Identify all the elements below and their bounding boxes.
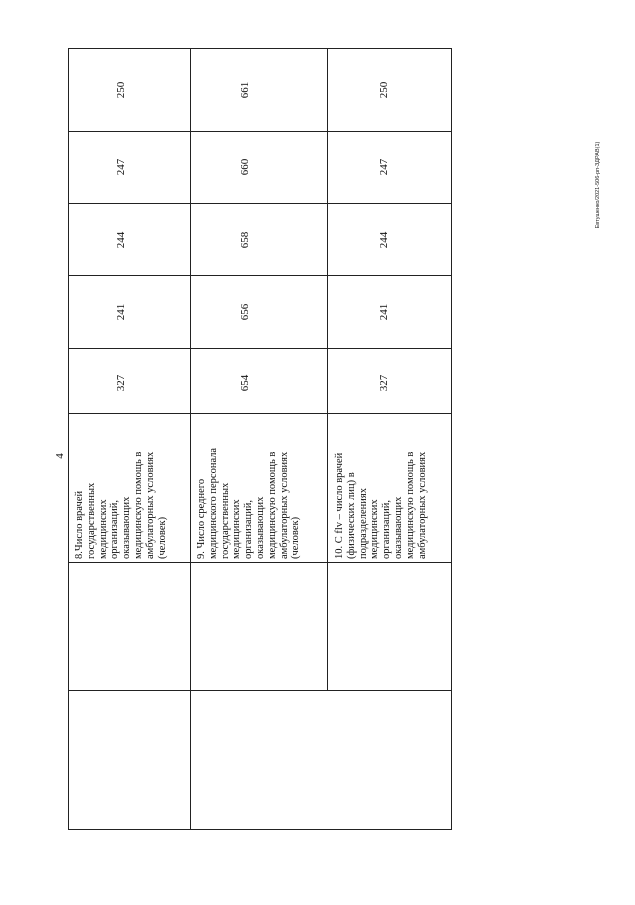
row-1-value-3: 244 — [115, 231, 127, 249]
row-1-value-5: 250 — [115, 81, 127, 99]
row-2-value-3: 658 — [239, 231, 251, 249]
row-3-value-2: 241 — [378, 303, 390, 321]
row-2-label: 9. Число среднего медицинского персонала государственных медицинских организаций, оказывающих медицинскую помощь в амбулаторных условиях (человек) — [196, 447, 302, 559]
row-1-label: 8.Число врачей государственных медицинских организаций, оказывающих медицинскую помощь в амбулаторных условиях (человек) — [74, 451, 168, 559]
row-1-value-2: 241 — [115, 303, 127, 321]
row-2-value-4: 660 — [239, 158, 251, 176]
page-number: 4 — [54, 453, 66, 459]
row-1-value-4: 247 — [115, 158, 127, 176]
document-footer: Евтушенко/2021-506-рп-ЗДРАВ(1) — [595, 141, 601, 229]
row-1-value-1: 327 — [115, 374, 127, 392]
row-3-value-3: 244 — [378, 231, 390, 249]
row-2-value-1: 654 — [239, 374, 251, 392]
row-3-value-5: 250 — [378, 81, 390, 99]
row-3-value-1: 327 — [378, 374, 390, 392]
row-3-label: 10. С flv – число врачей (физических лиц) в подразделениях медицинских организаций, оказывающих медицинскую помощь в амбулаторных условиях — [334, 451, 428, 559]
row-2-value-2: 656 — [239, 303, 251, 321]
row-2-value-5: 661 — [239, 81, 251, 99]
row-3-value-4: 247 — [378, 158, 390, 176]
